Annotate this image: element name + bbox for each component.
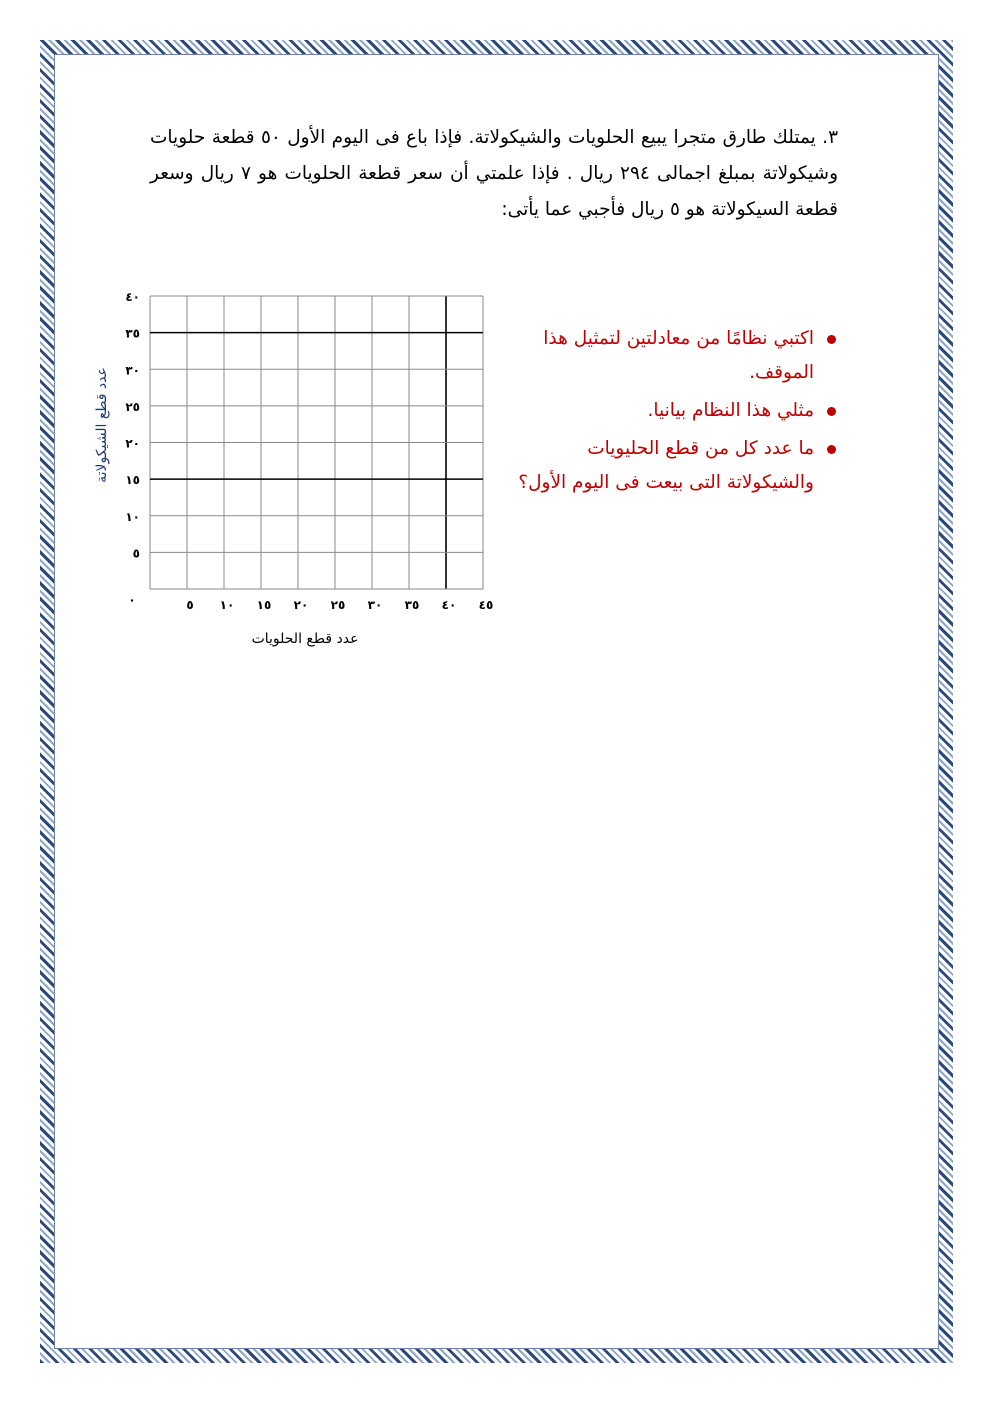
y-tick-label: ٢٥ bbox=[125, 399, 140, 414]
x-tick-label: ٢٥ bbox=[330, 598, 346, 612]
y-tick-label: ٣٥ bbox=[125, 326, 140, 341]
y-tick-label: ٢٠ bbox=[125, 436, 140, 451]
x-tick-label: ١٠ bbox=[219, 598, 235, 612]
y-axis-label: عدد قطع الشيكولاتة bbox=[94, 367, 110, 483]
x-axis-label: عدد قطع الحلويات bbox=[251, 631, 359, 647]
task-label: ما عدد كل من قطع الحليويات والشيكولاتة التى بيعت فى اليوم الأول؟ bbox=[518, 438, 814, 493]
x-tick-label: ٣٥ bbox=[404, 598, 420, 612]
y-tick-label: ١٠ bbox=[125, 509, 140, 524]
grid-lines bbox=[150, 296, 483, 589]
x-tick-label: ٥ bbox=[186, 598, 194, 612]
y-tick-labels bbox=[125, 290, 140, 560]
x-tick-label: ٤٥ bbox=[478, 598, 494, 612]
origin-label: ٠ bbox=[128, 593, 136, 607]
x-tick-label: ٣٠ bbox=[367, 598, 383, 612]
x-tick-label: ٢٠ bbox=[293, 598, 309, 612]
task-label: اكتبي نظامًا من معادلتين لتمثيل هذا الموقف. bbox=[543, 328, 814, 383]
y-tick-label: ٣٠ bbox=[125, 363, 140, 378]
problem-text: ٣. يمتلك طارق متجرا يبيع الحلويات والشيكولاتة. فإذا باع فى اليوم الأول ٥٠ قطعة حلويات وشيكولاتة بمبلغ اجمالى ٢٩٤ ريال . فإذا علمتي أن سعر قطعة الحلويات هو ٧ ريال وسعر قطعة السيكولاتة هو ٥ ريال فأجبي عما يأتى: bbox=[150, 127, 838, 220]
y-tick-label: ٥ bbox=[132, 546, 140, 561]
x-tick-label: ٤٠ bbox=[441, 598, 457, 612]
task-label: مثلي هذا النظام بيانيا. bbox=[647, 400, 814, 421]
y-tick-label: ١٥ bbox=[125, 473, 140, 488]
x-tick-labels bbox=[186, 598, 493, 612]
y-tick-label: ٤٠ bbox=[125, 290, 140, 304]
x-tick-label: ١٥ bbox=[256, 598, 272, 612]
